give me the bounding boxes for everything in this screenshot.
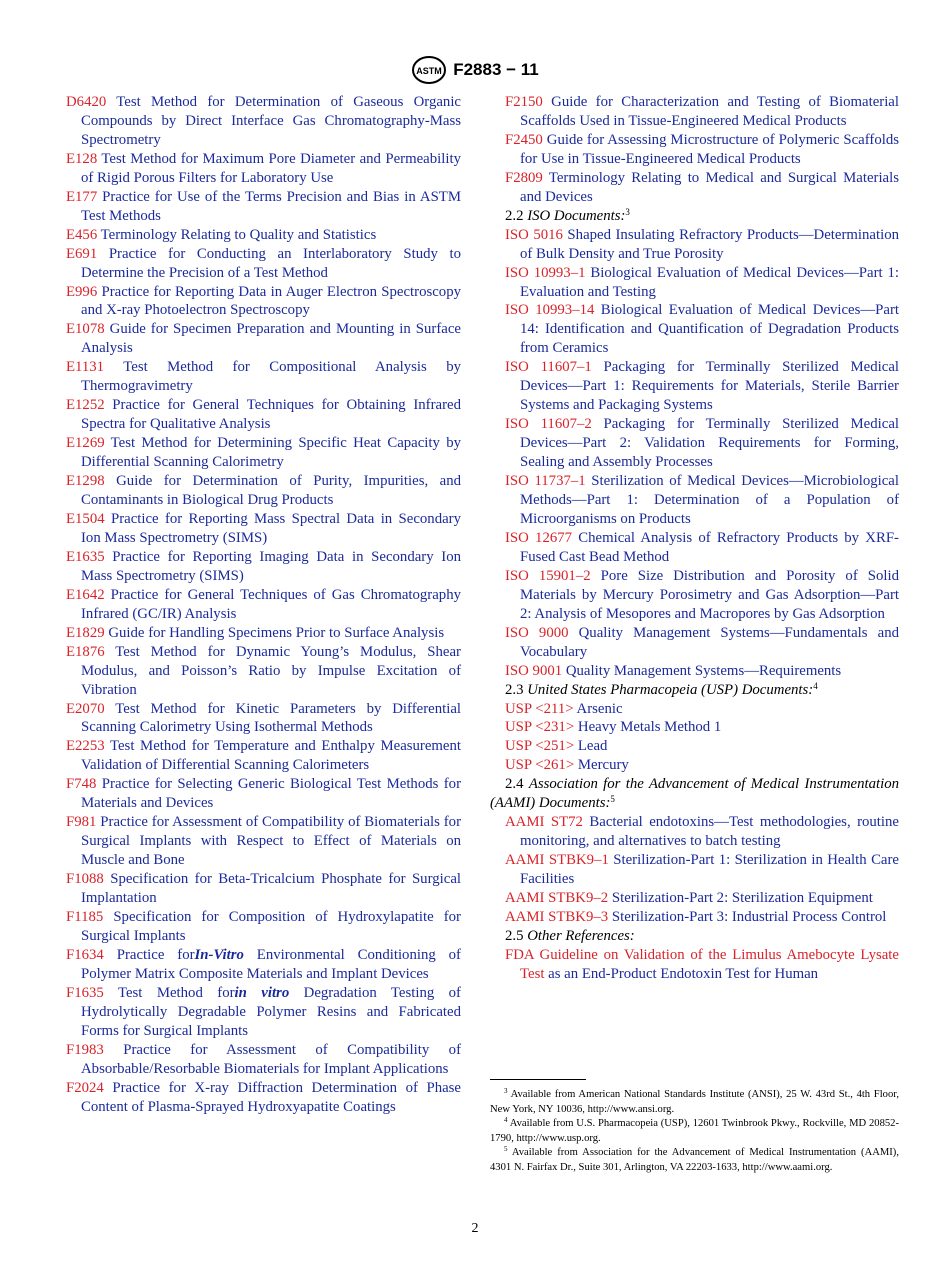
ref-code-link[interactable]: ISO 9000 — [505, 624, 569, 641]
section-2-2-heading: 2.2 ISO Documents:$^3$ — [505, 206, 630, 224]
ref-code-link[interactable]: FDA Guideline on Validation of the Limulus Amebocyte Lysate Test — [505, 946, 899, 982]
footnote-4: $^4$ Available from U.S. Pharmacopeia (USP), 12601 Twinbrook Pkwy., Rockville, MD 20852-1790, http://www.usp.org. — [490, 1116, 899, 1144]
ref-code-link[interactable]: F2809 — [505, 169, 543, 186]
ref-title-link[interactable]: Sterilization-Part 3: Industrial Process Control — [608, 908, 887, 925]
ref-code-link[interactable]: ISO 5016 — [505, 226, 563, 243]
ref-e2070 — [66, 700, 461, 738]
ref-title-link[interactable]: Practice for General Techniques for Obtaining Infrared Spectra for Qualitative Analysis — [81, 397, 461, 433]
ref-code-link[interactable]: ISO 10993–14 — [505, 302, 595, 319]
ref-code-link[interactable]: E1252 — [66, 397, 105, 414]
ref-title-link[interactable]: Practice for Reporting Imaging Data in Secondary Ion Mass Spectrometry (SIMS) — [81, 548, 461, 584]
ref-f748 — [66, 775, 461, 813]
ref-code-link[interactable]: ISO 11607–2 — [505, 416, 592, 433]
ref-code-link[interactable]: E1078 — [66, 321, 105, 338]
ref-title-link[interactable]: Mercury — [574, 757, 629, 774]
ref-title-link[interactable]: Practice for X-ray Diffraction Determination of Phase Content of Plasma-Sprayed Hydroxyapatite Coatings — [81, 1079, 461, 1115]
section-2-3-heading: 2.3 United States Pharmacopeia (USP) Documents:$^4$ — [505, 680, 818, 698]
ref-code-link[interactable]: E996 — [66, 283, 98, 300]
ref-title-link[interactable]: Specification for Beta-Tricalcium Phosphate for Surgical Implantation — [81, 871, 461, 907]
ref-code-link[interactable]: F2024 — [66, 1079, 104, 1096]
ref-code-link[interactable]: F1635 — [66, 984, 104, 1001]
ref-title-link[interactable]: as an End-Product Endotoxin Test for Human — [544, 965, 819, 982]
ref-code-link[interactable]: USP <211> — [505, 700, 574, 717]
ref-e2253 — [66, 737, 461, 775]
ref-title-link[interactable]: Quality Management Systems—Requirements — [562, 662, 842, 679]
right-column — [490, 93, 899, 984]
ref-code-link[interactable]: E691 — [66, 245, 98, 262]
ref-f1983 — [66, 1041, 461, 1079]
ref-code-link[interactable]: E1269 — [66, 435, 105, 452]
ref-title-link[interactable]: Chemical Analysis of Refractory Products by XRF-Fused Cast Bead Method — [520, 529, 899, 565]
ref-iso-9001 — [505, 662, 899, 681]
ref-code-link[interactable]: ISO 15901–2 — [505, 567, 591, 584]
ref-iso-15901-2 — [505, 567, 899, 624]
ref-code-link[interactable]: E2070 — [66, 700, 105, 717]
ref-iso-11607-1 — [505, 358, 899, 415]
ref-f2450 — [505, 131, 899, 169]
ref-title-link[interactable]: Packaging for Terminally Sterilized Medical Devices—Part 2: Validation Requirements for Forming, Sealing and Assembly Processes — [520, 416, 899, 471]
ref-e1504 — [66, 510, 461, 548]
ref-e1269 — [66, 434, 461, 472]
footnote-5: $^5$ Available from Association for the Advancement of Medical Instrumentation (AAMI), 4301 N. Fairfax Dr., Suite 301, Arlington, VA 22203-1633, http://www.aami.org. — [490, 1145, 899, 1173]
ref-code-link[interactable]: ISO 11607–1 — [505, 359, 592, 376]
ref-e1635 — [66, 548, 461, 586]
ref-code-link[interactable]: ISO 10993–1 — [505, 264, 586, 281]
ref-code-link[interactable]: F748 — [66, 776, 97, 793]
ref-code-link[interactable]: AAMI STBK9–1 — [505, 852, 609, 869]
ref-code-link[interactable]: E1829 — [66, 624, 105, 641]
ref-title-link[interactable]: Pore Size Distribution and Porosity of Solid Materials by Mercury Porosimetry and Gas Adsorption—Part 2: Analysis of Mesopores and Macropores by Gas Adsorption — [520, 567, 899, 622]
ref-code-link[interactable]: USP <261> — [505, 757, 575, 774]
ref-title-link[interactable]: Packaging for Terminally Sterilized Medical Devices—Part 1: Requirements for Materials, Sterile Barrier Systems and Packaging Systems — [520, 359, 899, 414]
ref-title-link[interactable]: Quality Management Systems—Fundamentals and Vocabulary — [520, 624, 900, 660]
ref-code-link[interactable]: E2253 — [66, 738, 105, 755]
ref-f1185 — [66, 908, 461, 946]
ref-e128 — [66, 150, 461, 188]
ref-e177 — [66, 188, 461, 226]
ref-title-link[interactable]: Practice for Assessment of Compatibility of Biomaterials for Surgical Implants with Respect to Effect of Materials on Muscle and Bone — [81, 814, 461, 869]
ref-code-link[interactable]: F1088 — [66, 871, 104, 888]
ref-title-link[interactable]: Specification for Composition of Hydroxylapatite for Surgical Implants — [81, 908, 461, 944]
ref-title-link[interactable]: Practice for Reporting Data in Auger Electron Spectroscopy and X-ray Photoelectron Spectroscopy — [81, 283, 461, 319]
ref-code-link[interactable]: E128 — [66, 150, 98, 167]
ref-code-link[interactable]: F2450 — [505, 131, 543, 148]
section-2-5-heading: 2.5 Other References: — [505, 927, 635, 944]
ref-f1635 — [66, 984, 461, 1041]
ref-iso-12677 — [505, 529, 899, 567]
ref-usp-261 — [505, 756, 899, 775]
ref-f1088 — [66, 870, 461, 908]
ref-code-link[interactable]: E456 — [66, 226, 98, 243]
ref-title-link[interactable]: Test Method for Maximum Pore Diameter and Permeability of Rigid Porous Filters for Laboratory Use — [81, 150, 461, 186]
standard-designation: F2883 − 11 — [453, 60, 539, 79]
ref-code-link[interactable]: E1131 — [66, 359, 105, 376]
astm-logo-text: ASTM — [416, 66, 442, 76]
ref-code-link[interactable]: USP <251> — [505, 738, 575, 755]
footnote-3: $^3$ Available from American National Standards Institute (ANSI), 25 W. 43rd St., 4th Floor, New York, NY 10036, http://www.ansi.org. — [490, 1087, 899, 1115]
ref-title-link[interactable]: Biological Evaluation of Medical Devices—Part 14: Identification and Quantification of Degradation Products from Ceramics — [520, 302, 899, 357]
ref-code-link[interactable]: F981 — [66, 814, 97, 831]
ref-iso-10993-1 — [505, 264, 899, 302]
ref-iso-11607-2 — [505, 415, 899, 472]
ref-title-link[interactable]: Test Method for Determining Specific Heat Capacity by Differential Scanning Calorimetry — [81, 435, 461, 471]
ref-title-link[interactable]: Sterilization of Medical Devices—Microbiological Methods—Part 1: Determination of a Population of Microorganisms on Products — [520, 473, 899, 527]
ref-title-link[interactable]: Practice for Assessment of Compatibility of Absorbable/Resorbable Biomaterials for Implant Applications — [81, 1041, 461, 1077]
ref-f981 — [66, 813, 461, 870]
ref-title-link[interactable]: Heavy Metals Method 1 — [574, 719, 722, 736]
ref-title-link[interactable]: Guide for Determination of Purity, Impurities, and Contaminants in Biological Drug Products — [81, 473, 461, 509]
ref-code-link[interactable]: E1642 — [66, 586, 105, 603]
ref-title-link[interactable]: Practice for Conducting an Interlaboratory Study to Determine the Precision of a Test Method — [81, 245, 461, 281]
ref-e1829 — [66, 624, 461, 643]
ref-e691 — [66, 245, 461, 283]
ref-code-link[interactable]: ISO 12677 — [505, 529, 573, 546]
page-number: 2 — [471, 1221, 479, 1236]
ref-code-link[interactable]: D6420 — [66, 94, 107, 110]
ref-title-link[interactable]: Test Method for Compositional Analysis by Thermogravimetry — [81, 359, 461, 395]
ref-aami-stbk9-1 — [505, 851, 899, 889]
page-header — [0, 55, 950, 85]
ref-e1298 — [66, 472, 461, 510]
ref-f1634 — [66, 946, 461, 984]
left-column — [66, 93, 461, 1116]
ref-code-link[interactable]: E1876 — [66, 643, 105, 660]
footnotes — [490, 1088, 899, 1175]
ref-code-link[interactable]: USP <231> — [505, 719, 575, 736]
ref-code-link[interactable]: AAMI ST72 — [505, 814, 583, 831]
ref-title-link[interactable]: Test Method for Determination of Gaseous Organic Compounds by Direct Interface Gas Chromatography-Mass Spectrometry — [81, 94, 461, 148]
ref-title-link[interactable]: Test Method for Kinetic Parameters by Differential Scanning Calorimetry Using Isothermal Methods — [81, 700, 461, 736]
ref-aami-stbk9-2 — [505, 889, 899, 908]
ref-title-link[interactable]: Practice for Reporting Mass Spectral Data in Secondary Ion Mass Spectrometry (SIMS) — [81, 510, 461, 546]
ref-title-link[interactable]: Biological Evaluation of Medical Devices—Part 1: Evaluation and Testing — [520, 264, 899, 300]
ref-e1131 — [66, 358, 461, 396]
ref-code-link[interactable]: AAMI STBK9–2 — [505, 890, 609, 907]
ref-fda-guideline — [505, 946, 899, 984]
ref-code-link[interactable]: E1635 — [66, 548, 105, 565]
ref-e1642 — [66, 586, 461, 624]
ref-iso-11737-1 — [505, 472, 899, 529]
ref-title-link[interactable]: Guide for Handling Specimens Prior to Surface Analysis — [104, 624, 445, 641]
ref-title-link[interactable]: Test Method for Dynamic Young’s Modulus, Shear Modulus, and Poisson’s Ratio by Impulse Excitation of Vibration — [81, 643, 461, 698]
section-2-4-heading: 2.4 Association for the Advancement of Medical Instrumentation (AAMI) Documents:$^5$ — [490, 776, 899, 812]
ref-title-link[interactable]: Sterilization-Part 2: Sterilization Equipment — [608, 890, 873, 907]
ref-title-link[interactable]: Test Method forin vitro Degradation Testing of Hydrolytically Degradable Polymer Resins and Fabricated Forms for Surgical Implants — [81, 984, 461, 1039]
ref-aami-stbk9-3 — [505, 908, 899, 927]
ref-iso-10993-14 — [505, 301, 899, 358]
ref-title-link[interactable]: Practice for General Techniques of Gas Chromatography Infrared (GC/IR) Analysis — [81, 586, 461, 622]
ref-title-link[interactable]: Practice for Selecting Generic Biological Test Methods for Materials and Devices — [81, 776, 461, 812]
ref-title-link[interactable]: Shaped Insulating Refractory Products—Determination of Bulk Density and True Porosity — [520, 226, 899, 262]
ref-title-link[interactable]: Practice forIn-Vitro Environmental Conditioning of Polymer Matrix Composite Materials and Implant Devices — [81, 946, 461, 982]
ref-title-link[interactable]: Bacterial endotoxins—Test methodologies, routine monitoring, and alternatives to batch testing — [520, 814, 899, 850]
ref-title-link[interactable]: Terminology Relating to Quality and Statistics — [97, 226, 377, 243]
ref-code-link[interactable]: ISO 11737–1 — [505, 473, 586, 490]
ref-e996 — [66, 283, 461, 321]
ref-title-link[interactable]: Test Method for Temperature and Enthalpy Measurement Validation of Differential Scanning Calorimeters — [81, 738, 461, 774]
ref-e1078 — [66, 320, 461, 358]
ref-e1252 — [66, 396, 461, 434]
ref-title-link[interactable]: Guide for Characterization and Testing of Biomaterial Scaffolds Used in Tissue-Engineered Medical Products — [520, 94, 899, 129]
ref-code-link[interactable]: E1504 — [66, 510, 105, 527]
ref-usp-211 — [505, 700, 899, 719]
ref-title-link[interactable]: Sterilization-Part 1: Sterilization in Health Care Facilities — [520, 852, 899, 888]
ref-code-link[interactable]: ISO 9001 — [505, 662, 563, 679]
ref-d6420 — [66, 93, 461, 150]
ref-e456 — [66, 226, 461, 245]
ref-f2150 — [505, 93, 899, 131]
ref-iso-5016 — [505, 226, 899, 264]
ref-aami-st72 — [505, 813, 899, 851]
ref-code-link[interactable]: F1185 — [66, 908, 104, 925]
ref-code-link[interactable]: E1298 — [66, 473, 105, 490]
ref-code-link[interactable]: AAMI STBK9–3 — [505, 908, 609, 925]
ref-title-link[interactable]: Arsenic — [573, 700, 623, 717]
ref-iso-9000 — [505, 624, 899, 662]
ref-title-link[interactable]: Practice for Use of the Terms Precision and Bias in ASTM Test Methods — [81, 188, 461, 224]
ref-title-link[interactable]: Lead — [574, 738, 608, 755]
ref-code-link[interactable]: F1983 — [66, 1041, 104, 1058]
ref-usp-231 — [505, 718, 899, 737]
ref-title-link[interactable]: Terminology Relating to Medical and Surgical Materials and Devices — [520, 169, 899, 205]
ref-code-link[interactable]: E177 — [66, 188, 98, 205]
ref-title-link[interactable]: Guide for Specimen Preparation and Mounting in Surface Analysis — [81, 321, 461, 357]
ref-code-link[interactable]: F2150 — [505, 94, 543, 110]
astm-logo-icon — [411, 55, 447, 85]
ref-e1876 — [66, 643, 461, 700]
footnote-divider — [490, 1079, 586, 1080]
ref-f2809 — [505, 169, 899, 207]
ref-usp-251 — [505, 737, 899, 756]
ref-title-link[interactable]: Guide for Assessing Microstructure of Polymeric Scaffolds for Use in Tissue-Engineered Medical Products — [520, 131, 899, 167]
ref-f2024 — [66, 1079, 461, 1117]
ref-code-link[interactable]: F1634 — [66, 946, 104, 963]
